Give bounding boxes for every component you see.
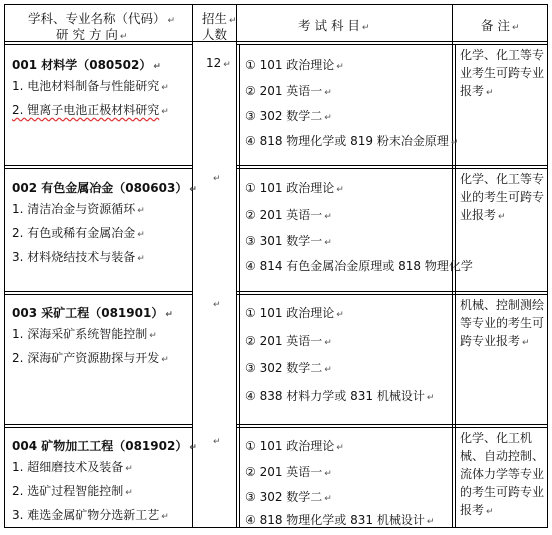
quota-number: 12: [206, 56, 222, 70]
header-subjects-text: 考 试 科 目: [298, 18, 360, 33]
subject-text: ① 101 政治理论: [245, 439, 335, 453]
paragraph-mark: ↵: [336, 443, 344, 453]
row-divider: [236, 291, 548, 292]
subject-item: [245, 387, 434, 404]
subject-text: ④ 818 物理化学或 831 机械设计: [245, 513, 425, 527]
paragraph-mark: ↵: [336, 310, 344, 320]
paragraph-mark: ↵: [324, 88, 332, 98]
paragraph-mark: ↵: [324, 238, 332, 248]
subject-item: [245, 179, 344, 196]
direction-text: 2. 选矿过程智能控制: [12, 484, 124, 498]
subject-text: ② 201 英语一: [245, 334, 323, 348]
paragraph-mark: ↵: [161, 355, 169, 365]
note-text: [460, 46, 546, 102]
direction-text: 1. 电池材料制备与性能研究: [12, 79, 160, 93]
subject-text: ④ 814 有色金属冶金原理或 818 物理化学: [245, 259, 473, 273]
paragraph-mark: ↵: [486, 507, 494, 517]
program-title: [12, 304, 173, 321]
paragraph-mark: ↵: [125, 464, 133, 474]
paragraph-mark: ↵: [229, 16, 237, 26]
direction-text: 2. 有色或稀有金属冶金: [12, 226, 136, 240]
header-discipline-text: 学科、专业名称（代码）: [28, 11, 166, 26]
note-content: 化学、化工等专业的考生可跨专业报考: [460, 172, 545, 222]
paragraph-mark: ↵: [498, 212, 506, 222]
subject-text: ④ 818 物理化学或 819 粉末冶金原理: [245, 134, 449, 148]
paragraph-mark: ↵: [223, 60, 231, 70]
header-divider-double: [236, 44, 548, 45]
subject-text: ③ 302 数学二: [245, 109, 323, 123]
paragraph-mark: ↵: [324, 338, 332, 348]
paragraph-mark: ↵: [426, 393, 435, 403]
subject-text: ① 101 政治理论: [245, 58, 335, 72]
paragraph-mark: ↵: [486, 88, 494, 98]
direction-item: [12, 479, 133, 505]
paragraph-mark: ↵: [324, 212, 332, 222]
subject-item: [245, 82, 332, 99]
subject-item: [245, 332, 332, 349]
header-notes: [481, 16, 520, 34]
header-direction: [56, 25, 127, 43]
paragraph-mark: ↵: [361, 23, 370, 33]
paragraph-mark: ↵: [213, 174, 221, 184]
paragraph-mark: ↵: [426, 517, 435, 527]
program-title-text: 004 矿物加工工程（081902）: [12, 439, 188, 453]
row-divider-double: [4, 294, 192, 295]
paragraph-mark: ↵: [189, 443, 197, 453]
table-border-left: [4, 4, 5, 528]
col-divider: [236, 4, 237, 528]
subject-item: [245, 511, 434, 528]
table-border-top: [4, 4, 548, 5]
paragraph-mark: ↵: [522, 338, 530, 348]
paragraph-mark: ↵: [324, 494, 332, 504]
paragraph-mark: ↵: [149, 331, 157, 341]
col-divider-double: [455, 44, 456, 528]
direction-item: [12, 346, 169, 372]
subject-text: ③ 301 数学一: [245, 234, 323, 248]
header-divider-double: [4, 44, 192, 45]
subject-item: [245, 488, 332, 505]
subject-item: [245, 132, 458, 149]
subject-text: ① 101 政治理论: [245, 181, 335, 195]
header-quota-2: [202, 25, 227, 43]
paragraph-mark: ↵: [165, 310, 173, 320]
header-quota-text: 招生: [202, 11, 228, 26]
paragraph-mark: ↵: [324, 113, 332, 123]
row-divider: [4, 424, 192, 425]
paragraph-mark: ↵: [161, 512, 169, 522]
paragraph-mark: ↵: [161, 107, 169, 117]
subject-text: ② 201 英语一: [245, 208, 323, 222]
row-divider-double: [236, 168, 548, 169]
col-divider-double: [239, 44, 240, 528]
subject-item: [245, 257, 473, 274]
subject-text: ④ 838 材料力学或 831 机械设计: [245, 389, 425, 403]
admissions-table: [4, 4, 548, 528]
program-title: [12, 437, 197, 454]
subject-text: ② 201 英语一: [245, 465, 323, 479]
direction-item: [12, 455, 133, 481]
direction-text: 3. 材料烧结技术与装备: [12, 250, 136, 264]
row-divider: [236, 424, 548, 425]
subject-text: ③ 302 数学二: [245, 361, 323, 375]
header-quota-text-2: 人数: [202, 27, 228, 42]
paragraph-mark: ↵: [137, 254, 145, 264]
direction-item: [12, 98, 169, 124]
direction-item: [12, 221, 145, 247]
subject-item: [245, 463, 332, 480]
paragraph-mark: ↵: [511, 23, 520, 33]
paragraph-mark: ↵: [137, 206, 145, 216]
quota-value: [206, 56, 231, 70]
paragraph-mark: ↵: [324, 365, 332, 375]
header-direction-text: 研 究 方 向: [56, 27, 118, 42]
direction-item: [12, 197, 145, 223]
subject-text: ③ 302 数学二: [245, 490, 323, 504]
paragraph-mark: ↵: [213, 300, 221, 310]
row-divider-double: [4, 168, 192, 169]
paragraph-mark: ↵: [125, 488, 133, 498]
note-text: [460, 429, 546, 521]
subject-text: ② 201 英语一: [245, 84, 323, 98]
paragraph-mark: ↵: [189, 185, 197, 195]
note-content: 化学、化工机械、自动控制、流体力学等专业的考生可跨专业报考: [460, 431, 545, 517]
paragraph-mark: ↵: [336, 185, 344, 195]
row-divider: [4, 291, 192, 292]
row-divider-double: [236, 294, 548, 295]
subject-item: [245, 437, 344, 454]
paragraph-mark: ↵: [324, 469, 332, 479]
program-title-text: 002 有色金属冶金（080603）: [12, 181, 188, 195]
paragraph-mark: ↵: [119, 32, 128, 42]
program-title-text: 003 采矿工程（081901）: [12, 306, 164, 320]
header-notes-text: 备 注: [481, 18, 510, 33]
paragraph-mark: ↵: [450, 138, 459, 148]
direction-text: 3. 难选金属矿物分选新工艺: [12, 508, 160, 522]
direction-text: 1. 超细磨技术及装备: [12, 460, 124, 474]
table-border-right: [547, 4, 548, 528]
program-title: [12, 56, 161, 73]
paragraph-mark: ↵: [137, 230, 145, 240]
subject-item: [245, 232, 332, 249]
note-text: [460, 296, 546, 352]
note-content: 化学、化工等专业考生可跨专业报考: [460, 48, 545, 98]
paragraph-mark: ↵: [167, 16, 176, 26]
program-title: [12, 179, 197, 196]
direction-text: 1. 清洁冶金与资源循环: [12, 202, 136, 216]
paragraph-mark: ↵: [153, 62, 161, 72]
paragraph-mark: ↵: [161, 83, 169, 93]
direction-item: [12, 503, 169, 529]
direction-item: [12, 245, 145, 271]
row-divider-double: [236, 427, 548, 428]
row-divider-double: [4, 427, 192, 428]
row-divider: [236, 165, 548, 166]
subject-item: [245, 359, 332, 376]
direction-text: 1. 深海采矿系统智能控制: [12, 327, 148, 341]
subject-item: [245, 107, 332, 124]
direction-text: 2. 深海矿产资源勘探与开发: [12, 351, 160, 365]
subject-item: [245, 56, 344, 73]
paragraph-mark: ↵: [213, 437, 221, 447]
subject-item: [245, 206, 332, 223]
paragraph-mark: ↵: [336, 62, 344, 72]
direction-item: [12, 74, 169, 100]
header-subjects: [298, 16, 369, 34]
note-text: [460, 170, 546, 226]
subject-text: ① 101 政治理论: [245, 306, 335, 320]
direction-text: 2. 锂离子电池正极材料研究: [12, 103, 160, 117]
subject-item: [245, 304, 344, 321]
row-divider: [4, 165, 192, 166]
note-content: 机械、控制测绘等专业的考生可跨专业报考: [460, 298, 545, 348]
program-title-text: 001 材料学（080502）: [12, 58, 152, 72]
direction-item: [12, 322, 157, 348]
